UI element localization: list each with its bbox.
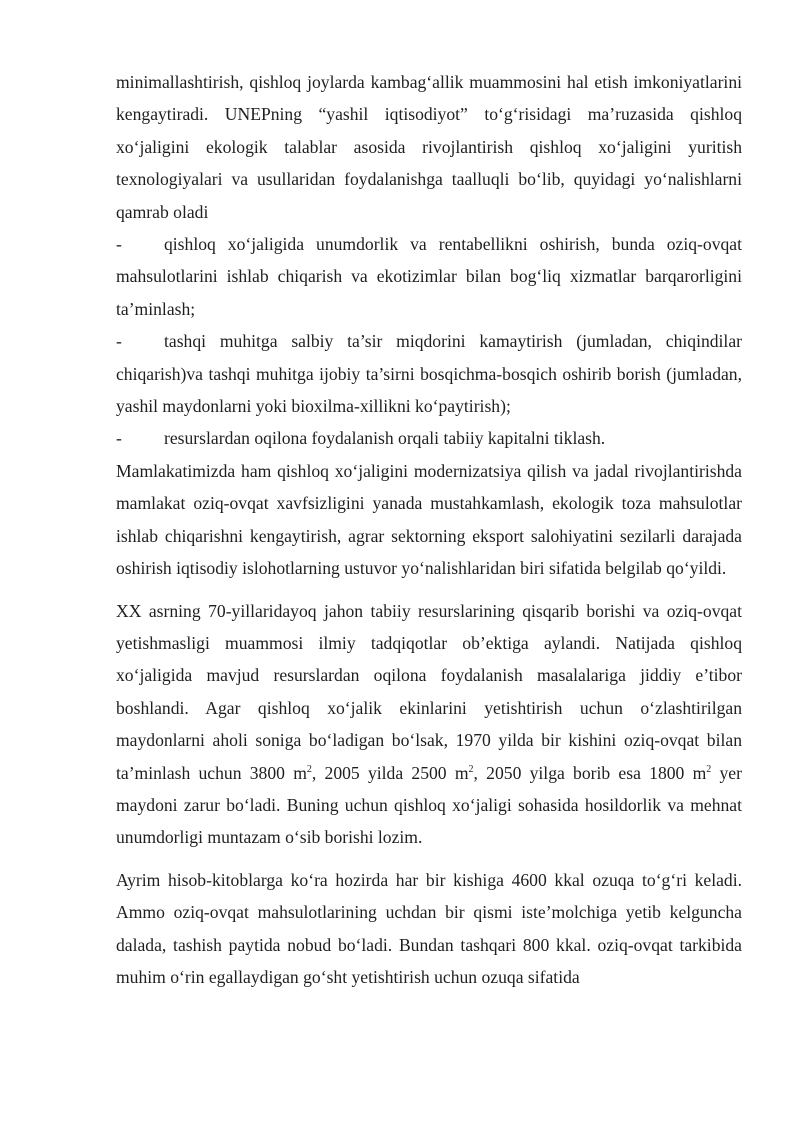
text-part: XX asrning 70-yillaridayoq jahon tabiiy resurslarining qisqarib borishi va oziq-ovqat yetishmasligi muammosi ilmiy tadqiqotlar ob’ektiga aylandi. Natijada qishloq xo‘jaligida mavjud resurslardan oqilona foydalanish masalalariga jiddiy e’tibor boshlandi. Agar qishloq xo‘jalik ekinlarini yetishtirish uchun o‘zlashtirilgan maydonlarni aholi soniga bo‘ladigan bo‘lsak, 1970 yilda bir kishini oziq-ovqat bilan ta’minlash uchun 3800 m bbox=[116, 600, 742, 783]
bullet-dash: - bbox=[116, 331, 122, 352]
paragraph-modernization: Mamlakatimizda ham qishloq xo‘jaligini modernizatsiya qilish va jadal rivojlantirishda mamlakat oziq-ovqat xavfsizligini yanada mustahkamlash, ekologik toza mahsulotlar ishlab chiqarishni kengaytirish, agrar sektorning eksport salohiyatini sezilarli darajada oshirish iqtisodiy islohotlarning ustuvor yo‘nalishlaridan biri sifatida belgilab qo‘yildi. bbox=[116, 460, 742, 579]
bullet-dash: - bbox=[116, 234, 122, 255]
text-part: , 2005 yilda 2500 m bbox=[311, 762, 469, 783]
list-item-text: qishloq xo‘jaligida unumdorlik va rentabellikni oshirish, bunda oziq-ovqat mahsulotlarini ishlab chiqarish va ekotizimlar bilan bog‘liq xizmatlar barqarorligini ta’minlash; bbox=[116, 234, 742, 319]
paragraph-resources bbox=[116, 595, 742, 854]
text-part: yer maydoni zarur bo‘ladi. Buning uchun qishloq xo‘jaligi sohasida hosildorlik va mehnat unumdorligi muntazam o‘sib borishi lozim. bbox=[116, 762, 742, 848]
paragraph-calories: Ayrim hisob-kitoblarga ko‘ra hozirda har bir kishiga 4600 kkal ozuqa to‘g‘ri keladi. Ammo oziq-ovqat mahsulotlarining uchdan bir qismi iste’molchiga yetib kelguncha dalada, tashish paytida nobud bo‘ladi. Bundan tashqari 800 kkal. oziq-ovqat tarkibida muhim o‘rin egallaydigan go‘sht yetishtirish uchun ozuqa sifatida bbox=[116, 869, 742, 987]
list-item bbox=[116, 228, 742, 325]
superscript: 2 bbox=[468, 763, 474, 775]
paragraph-intro: minimallashtirish, qishloq joylarda kambag‘allik muammosini hal etish imkoniyatlarini kengaytiradi. UNEPning “yashil iqtisodiyot” to‘g‘risidagi ma’ruzasida qishloq xo‘jaligini ekologik talablar asosida rivojlantirish qishloq xo‘jaligini yuritish texnologiyalari va usullaridan foydalanishga taalluqli bo‘lib, quyidagi yo‘nalishlarni qamrab oladi bbox=[116, 72, 742, 222]
list-item-text: tashqi muhitga salbiy ta’sir miqdorini kamaytirish (jumladan, chiqindilar chiqarish)va tashqi muhitga ijobiy ta’sirni bosqichma-bosqich oshirib borish (jumladan, yashil maydonlarni yoki bioxilma-xillikni ko‘paytirish); bbox=[116, 331, 742, 417]
superscript: 2 bbox=[706, 763, 712, 775]
bullet-dash: - bbox=[116, 428, 122, 449]
list-item-text: resurslardan oqilona foydalanish orqali tabiiy kapitalni tiklash. bbox=[164, 428, 606, 449]
superscript: 2 bbox=[306, 763, 312, 775]
list-item bbox=[116, 325, 742, 422]
list-item bbox=[116, 422, 742, 454]
text-part: , 2050 yilga borib esa 1800 m bbox=[473, 762, 707, 783]
